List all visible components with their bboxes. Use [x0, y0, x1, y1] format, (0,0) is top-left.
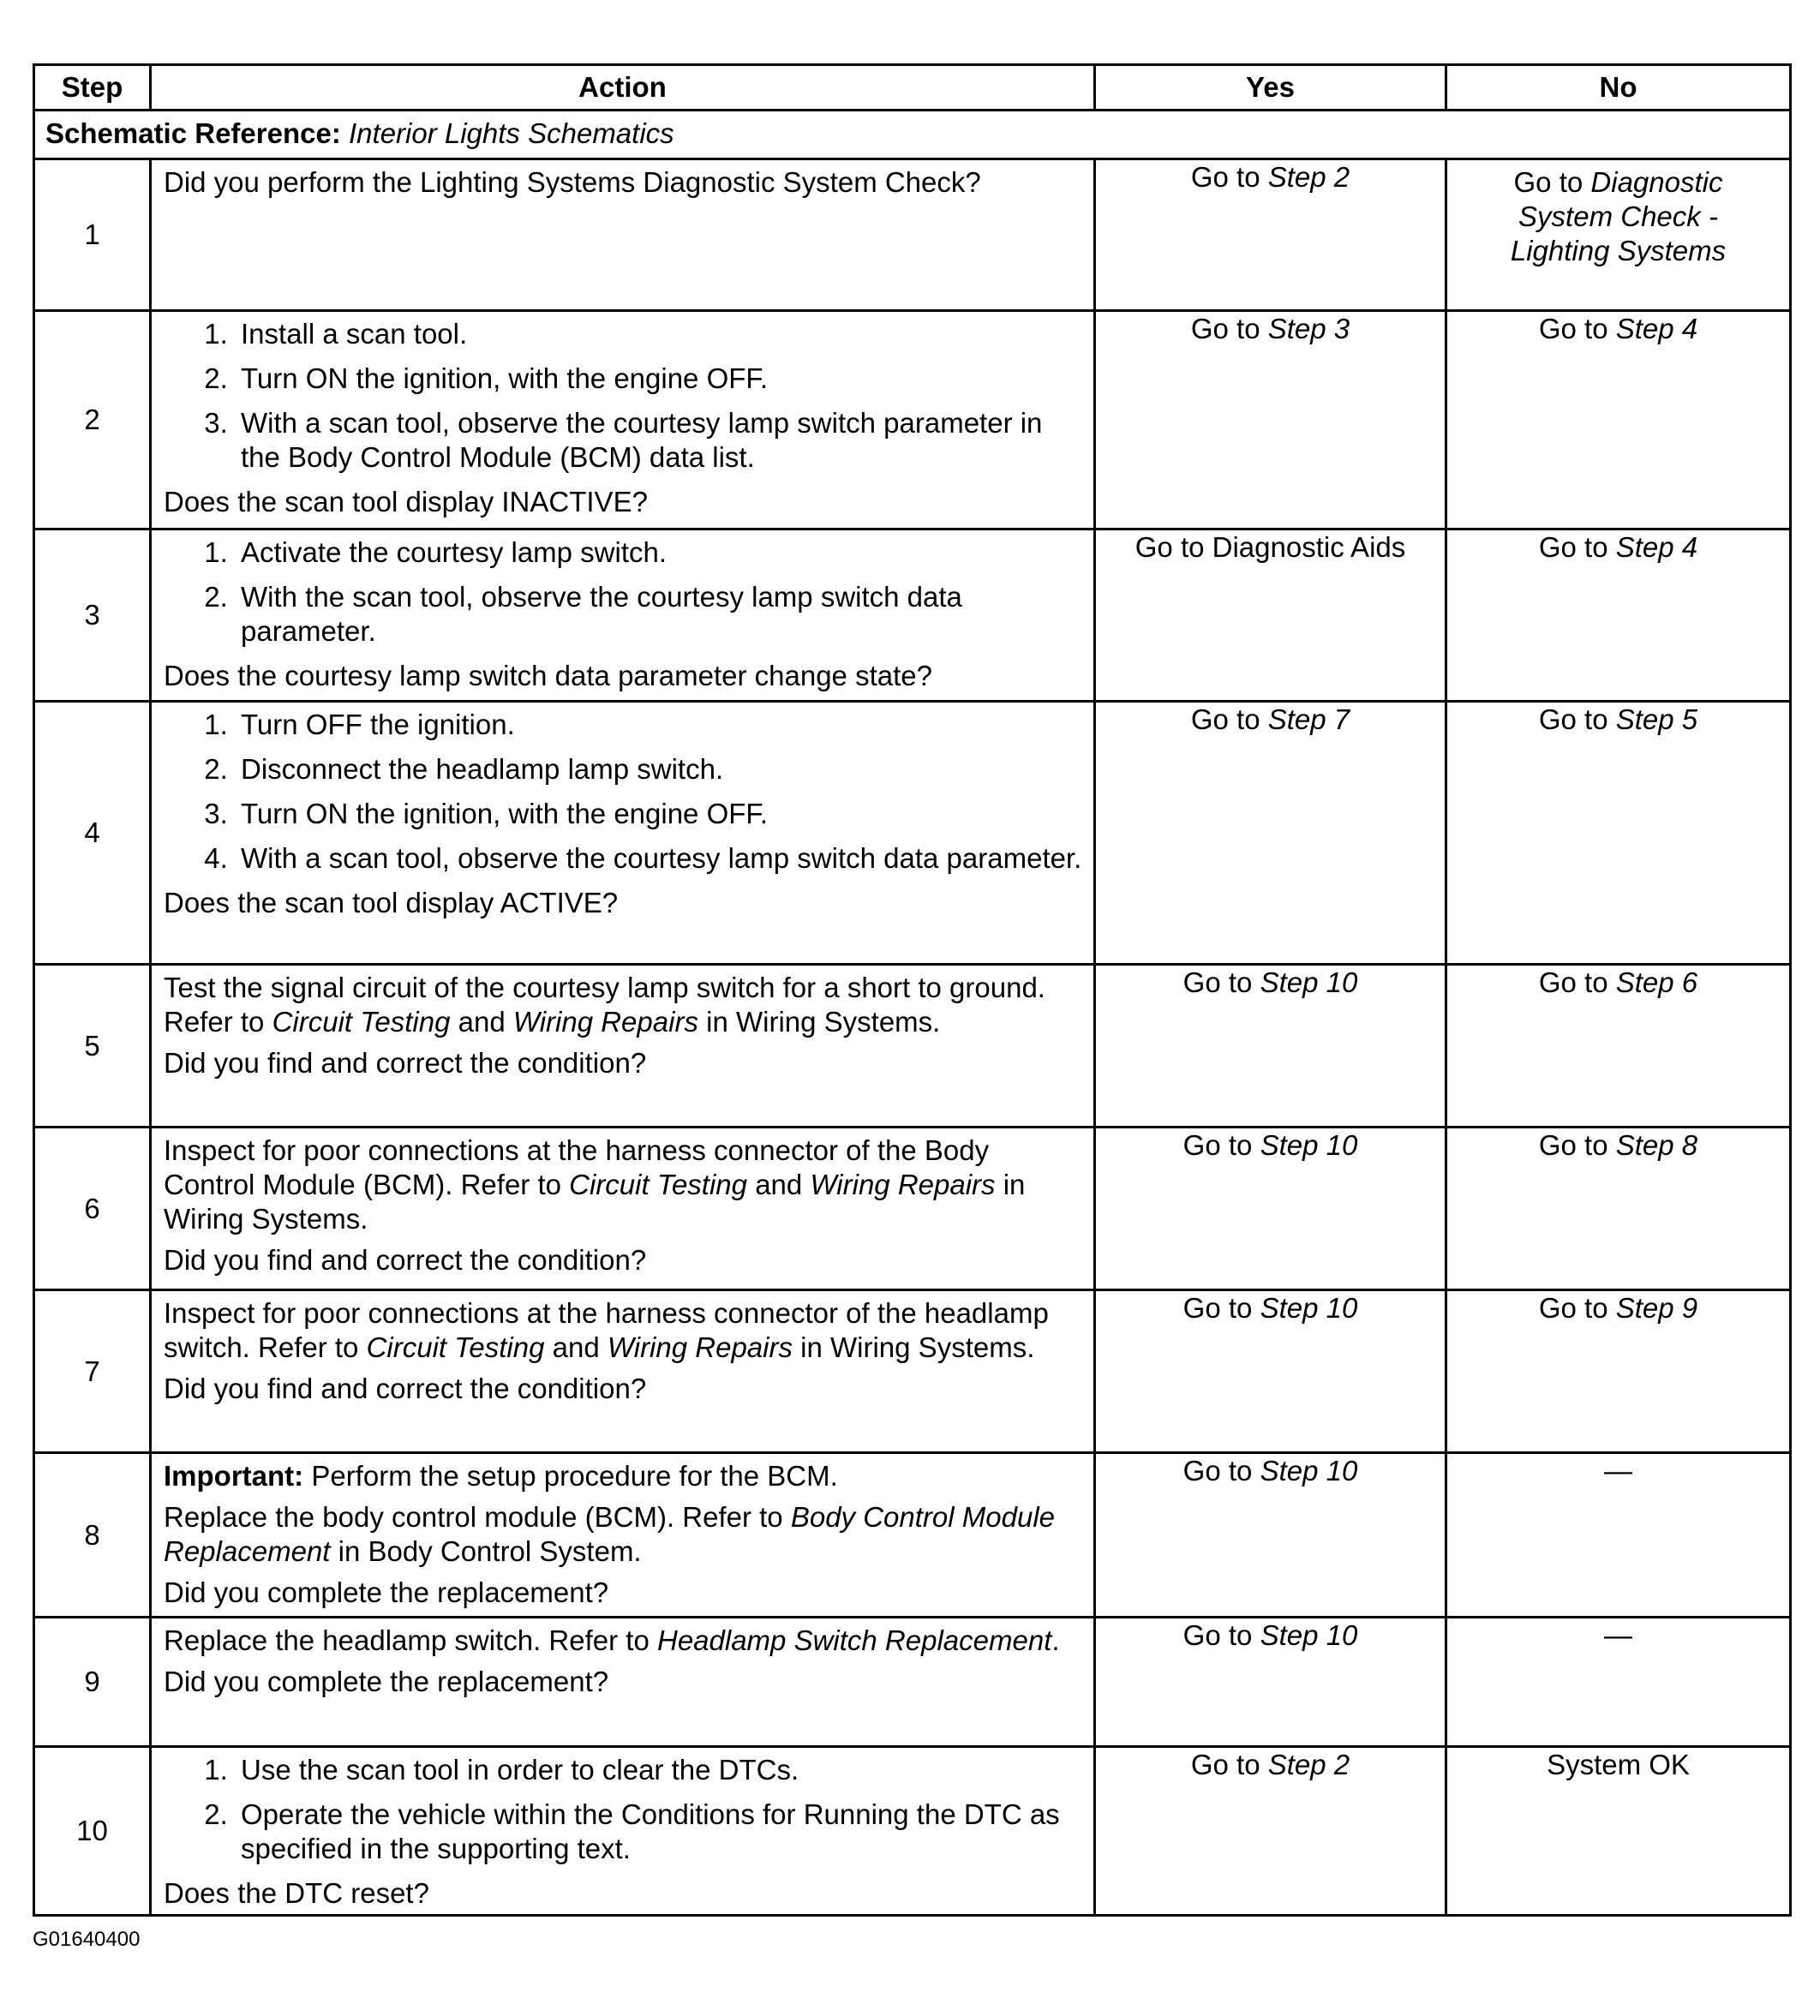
yes-cell — [1095, 702, 1446, 965]
list-item: 2. Turn ON the ignition, with the engine OFF. — [236, 362, 1083, 396]
yes-link[interactable]: Step 3 — [1267, 313, 1350, 344]
important-label: Important: — [164, 1460, 304, 1492]
yes-prefix: Go to — [1182, 1292, 1253, 1324]
table-row — [34, 1747, 1791, 1916]
yes-link[interactable]: Go to Diagnostic Aids — [1135, 531, 1406, 563]
action-text: Did you perform the Lighting Systems Diagnostic System Check? — [164, 166, 981, 198]
action-question: Does the scan tool display INACTIVE? — [164, 486, 648, 517]
diagnostic-table — [33, 63, 1792, 1917]
list-item: 3. With a scan tool, observe the courtesy lamp switch parameter in the Body Control Module (BCM) data list. — [236, 406, 1083, 475]
no-link[interactable]: Step 6 — [1615, 966, 1698, 998]
list-item: 3. Turn ON the ignition, with the engine OFF. — [236, 797, 1083, 831]
no-cell — [1446, 1618, 1791, 1747]
list-item: 4. With a scan tool, observe the courtesy lamp switch data parameter. — [236, 841, 1083, 876]
yes-cell — [1095, 1618, 1446, 1747]
step-number: 5 — [34, 965, 151, 1128]
yes-cell — [1095, 965, 1446, 1128]
yes-link[interactable]: Step 2 — [1267, 1749, 1350, 1780]
no-link[interactable]: Step 4 — [1615, 531, 1698, 563]
list-item: 2. Disconnect the headlamp lamp switch. — [236, 752, 1083, 787]
yes-cell — [1095, 529, 1446, 702]
yes-link[interactable]: Step 2 — [1267, 161, 1350, 193]
no-prefix: Go to — [1538, 531, 1608, 563]
list-item: 1. Install a scan tool. — [236, 317, 1083, 351]
yes-link[interactable]: Step 7 — [1267, 703, 1350, 735]
step-number: 10 — [34, 1747, 151, 1916]
list-item: 1. Use the scan tool in order to clear the DTCs. — [236, 1753, 1083, 1787]
yes-link[interactable]: Step 10 — [1260, 966, 1358, 998]
yes-cell — [1095, 1128, 1446, 1290]
yes-cell — [1095, 1453, 1446, 1618]
no-prefix: Go to — [1538, 966, 1608, 998]
action-cell — [151, 702, 1095, 965]
action-text: Replace the body control module (BCM). Refer to Body Control Module Replacement in Body Control System. — [164, 1501, 1056, 1567]
list-item: 1. Activate the courtesy lamp switch. — [236, 535, 1083, 570]
circuit-testing-link[interactable]: Circuit Testing — [272, 1006, 451, 1038]
schematic-reference-link[interactable]: Interior Lights Schematics — [349, 117, 674, 149]
schematic-reference-row — [34, 111, 1791, 159]
no-cell — [1446, 1290, 1791, 1453]
step-number: 7 — [34, 1290, 151, 1453]
action-text: Inspect for poor connections at the harness connector of the Body Control Module (BCM). Refer to Circuit Testing and Wiring Repairs in Wiring Systems. — [164, 1134, 1026, 1235]
action-question: Did you find and correct the condition? — [164, 1047, 647, 1079]
table-row — [34, 159, 1791, 311]
yes-cell — [1095, 311, 1446, 529]
action-list — [164, 1753, 1083, 1866]
no-link[interactable]: Diagnostic System Check - Lighting Systems — [1510, 166, 1727, 266]
step-number: 4 — [34, 702, 151, 965]
action-list — [164, 317, 1083, 475]
no-prefix: Go to — [1538, 1129, 1608, 1161]
yes-link[interactable]: Step 10 — [1260, 1619, 1358, 1651]
action-question: Did you find and correct the condition? — [164, 1244, 647, 1276]
yes-cell — [1095, 1290, 1446, 1453]
action-cell — [151, 159, 1095, 311]
wiring-repairs-link[interactable]: Wiring Repairs — [810, 1169, 996, 1200]
yes-link[interactable]: Step 10 — [1260, 1129, 1358, 1161]
list-item: 2. With the scan tool, observe the courtesy lamp switch data parameter. — [236, 580, 1083, 649]
list-item: 1. Turn OFF the ignition. — [236, 708, 1083, 742]
yes-prefix: Go to — [1182, 1455, 1253, 1487]
action-cell — [151, 1290, 1095, 1453]
yes-prefix: Go to — [1190, 703, 1260, 735]
step-number: 2 — [34, 311, 151, 529]
no-link[interactable]: Step 4 — [1615, 313, 1698, 344]
no-prefix: Go to — [1538, 703, 1608, 735]
action-text: Test the signal circuit of the courtesy lamp switch for a short to ground. Refer to Circuit Testing and Wiring Repairs in Wiring Systems. — [164, 972, 1045, 1038]
yes-cell — [1095, 159, 1446, 311]
yes-cell — [1095, 1747, 1446, 1916]
no-cell — [1446, 965, 1791, 1128]
table-row — [34, 702, 1791, 965]
no-cell — [1446, 1128, 1791, 1290]
table-row — [34, 1453, 1791, 1618]
step-number: 6 — [34, 1128, 151, 1290]
step-number: 9 — [34, 1618, 151, 1747]
action-text: Inspect for poor connections at the harness connector of the headlamp switch. Refer to Circuit Testing and Wiring Repairs in Wiring Systems. — [164, 1297, 1049, 1363]
action-question: Did you complete the replacement? — [164, 1666, 609, 1697]
no-result: System OK — [1547, 1749, 1690, 1780]
step-number: 3 — [34, 529, 151, 702]
action-question: Does the scan tool display ACTIVE? — [164, 887, 619, 918]
table-row — [34, 311, 1791, 529]
no-dash: — — [1604, 1455, 1632, 1487]
header-action: Action — [151, 65, 1095, 111]
no-cell — [1446, 702, 1791, 965]
action-question: Did you find and correct the condition? — [164, 1373, 647, 1404]
action-question: Did you complete the replacement? — [164, 1576, 609, 1608]
no-link[interactable]: Step 5 — [1615, 703, 1698, 735]
header-yes: Yes — [1095, 65, 1446, 111]
action-text: Replace the headlamp switch. Refer to Headlamp Switch Replacement. — [164, 1624, 1060, 1656]
list-item: 2. Operate the vehicle within the Conditions for Running the DTC as specified in the supporting text. — [236, 1798, 1083, 1866]
action-cell — [151, 1453, 1095, 1618]
no-cell — [1446, 1747, 1791, 1916]
action-cell — [151, 311, 1095, 529]
header-row — [34, 65, 1791, 111]
no-cell — [1446, 311, 1791, 529]
bcm-replacement-link[interactable]: Body Control Module Replacement — [164, 1501, 1056, 1567]
action-question: Does the DTC reset? — [164, 1877, 429, 1909]
header-no: No — [1446, 65, 1791, 111]
circuit-testing-link[interactable]: Circuit Testing — [569, 1169, 748, 1200]
table-row — [34, 1128, 1791, 1290]
yes-prefix: Go to — [1190, 161, 1260, 193]
no-prefix: Go to — [1538, 313, 1608, 344]
table-row — [34, 1290, 1791, 1453]
action-cell — [151, 965, 1095, 1128]
yes-prefix: Go to — [1182, 966, 1253, 998]
action-list — [164, 535, 1083, 649]
important-note: Important: Perform the setup procedure for the BCM. — [164, 1460, 838, 1492]
wiring-repairs-link[interactable]: Wiring Repairs — [512, 1006, 698, 1038]
action-cell — [151, 1618, 1095, 1747]
yes-prefix: Go to — [1182, 1129, 1253, 1161]
no-prefix: Go to — [1538, 1292, 1608, 1324]
action-cell — [151, 1747, 1095, 1916]
circuit-testing-link[interactable]: Circuit Testing — [366, 1331, 545, 1363]
no-cell — [1446, 1453, 1791, 1618]
step-number: 1 — [34, 159, 151, 311]
no-cell — [1446, 529, 1791, 702]
no-dash: — — [1604, 1619, 1632, 1651]
yes-link[interactable]: Step 10 — [1260, 1455, 1358, 1487]
step-number: 8 — [34, 1453, 151, 1618]
yes-prefix: Go to — [1190, 313, 1260, 344]
table-row — [34, 529, 1791, 702]
no-prefix: Go to — [1513, 166, 1584, 198]
header-step: Step — [34, 65, 151, 111]
yes-link[interactable]: Step 10 — [1260, 1292, 1358, 1324]
no-cell — [1446, 159, 1791, 311]
schematic-reference-label: Schematic Reference: — [45, 117, 341, 149]
action-question: Does the courtesy lamp switch data parameter change state? — [164, 660, 932, 691]
no-link[interactable]: Step 9 — [1615, 1292, 1698, 1324]
figure-id: G01640400 — [33, 1928, 141, 1951]
action-cell — [151, 529, 1095, 702]
table-row — [34, 965, 1791, 1128]
action-cell — [151, 1128, 1095, 1290]
wiring-repairs-link[interactable]: Wiring Repairs — [607, 1331, 793, 1363]
headlamp-switch-replacement-link[interactable]: Headlamp Switch Replacement — [656, 1624, 1052, 1656]
yes-prefix: Go to — [1190, 1749, 1260, 1780]
action-list — [164, 708, 1083, 876]
table-row — [34, 1618, 1791, 1747]
yes-prefix: Go to — [1182, 1619, 1253, 1651]
no-link[interactable]: Step 8 — [1615, 1129, 1698, 1161]
